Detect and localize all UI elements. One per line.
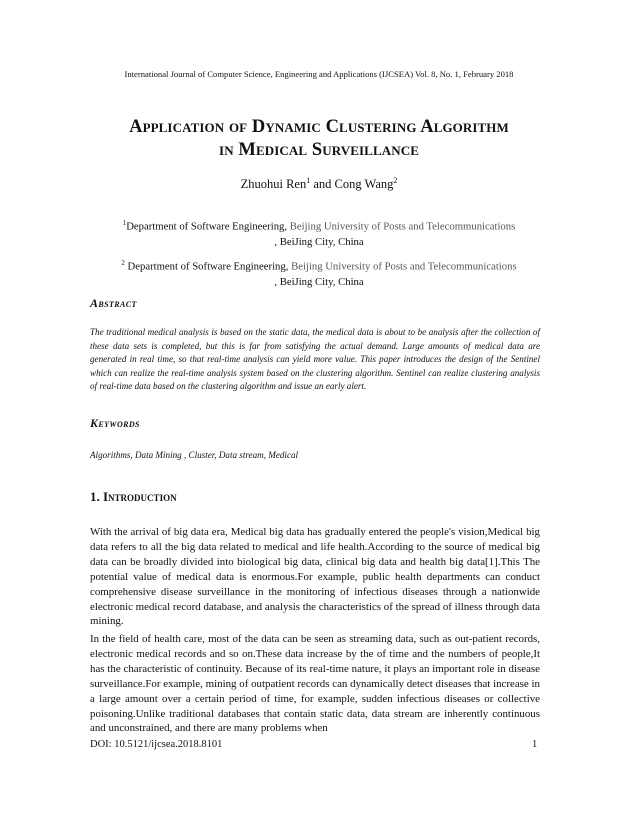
- abstract-text: The traditional medical analysis is based on the static data, the medical data is about to be analysis after the collection of these data sets is completed, but this is far from satisfying the actual demand. Large amounts of medical data are generated in real time, so that real-time analysis can yield more value. This paper introduces the design of the Sentinel which can realize the real-time analysis system based on the clustering algorithm. Sentinel can realize clustering analysis of real-time data based on the clustering algorithm and issue an early alert.: [90, 327, 540, 391]
- affiliation-2-sup: 2: [121, 259, 125, 267]
- affiliation-1-dept: Department of Software Engineering,: [126, 220, 290, 233]
- affiliation-1-sup: 1: [122, 219, 127, 227]
- abstract-heading: Abstract: [90, 296, 137, 310]
- affiliation-2: [80, 256, 558, 290]
- footer-doi: DOI: 10.5121/ijcsea.2018.8101: [90, 739, 223, 750]
- journal-header: International Journal of Computer Science, Engineering and Applications (IJCSEA) Vol. 8, No. 1, February 2018: [124, 69, 514, 79]
- author-1: Zhuohui Ren: [240, 177, 307, 192]
- authors: [0, 176, 638, 192]
- title-line-2: in Medical Surveillance: [219, 140, 419, 160]
- introduction-paragraph-2: In the field of health care, most of the data can be seen as streaming data, such as out-patient records, electronic medical records and so on.These data increase by the of time and the numbers of people,It has the characteristic of continuity. Because of its real-time nature, it plays an important role in disease surveillance.For example, mining of outpatient records can dynamically detect diseases that increase in a large amount over a certain period of time, for example, sudden infectious diseases or collective poisoning.Unlike traditional databases that contain static data, data stream are inherently continuous and unconstrained, and there are many problems when: [90, 633, 540, 735]
- title-line-1: Application of Dynamic Clustering Algorithm: [129, 117, 509, 137]
- author-separator: and: [310, 177, 335, 192]
- affiliation-1-university: Beijing University of Posts and Telecommunications: [289, 220, 516, 233]
- affiliation-1: [80, 216, 558, 250]
- keywords-text: Algorithms, Data Mining , Cluster, Data stream, Medical: [90, 450, 299, 460]
- page-number: 1: [532, 739, 538, 750]
- author-1-sup: 1: [306, 176, 311, 185]
- author-2: Cong Wang: [334, 177, 394, 192]
- affiliation-2-dept: Department of Software Engineering,: [124, 260, 292, 273]
- affiliation-2-university: Beijing University of Posts and Telecommunications: [291, 260, 517, 273]
- affiliation-1-city: , BeiJing City, China: [274, 235, 364, 248]
- keywords-heading: Keywords: [90, 416, 140, 430]
- introduction-paragraph-1: With the arrival of big data era, Medical big data has gradually entered the people's vision,Medical big data refers to all the big data related to medical and life health.According to the source of medical big data can be broadly divided into biological big data, clinical big data and health big data[1].This The potential value of medical data is enormous.For example, public health departments can conduct comprehensive disease surveillance in the monitoring of infectious diseases through a nationwide electronic medical record database, and analysis the characteristics of the spread of illness through data mining.: [90, 526, 540, 628]
- paper-title: [60, 116, 578, 162]
- affiliation-2-city: , BeiJing City, China: [274, 275, 364, 288]
- author-2-sup: 2: [393, 176, 398, 185]
- introduction-heading: 1. Introduction: [90, 489, 177, 504]
